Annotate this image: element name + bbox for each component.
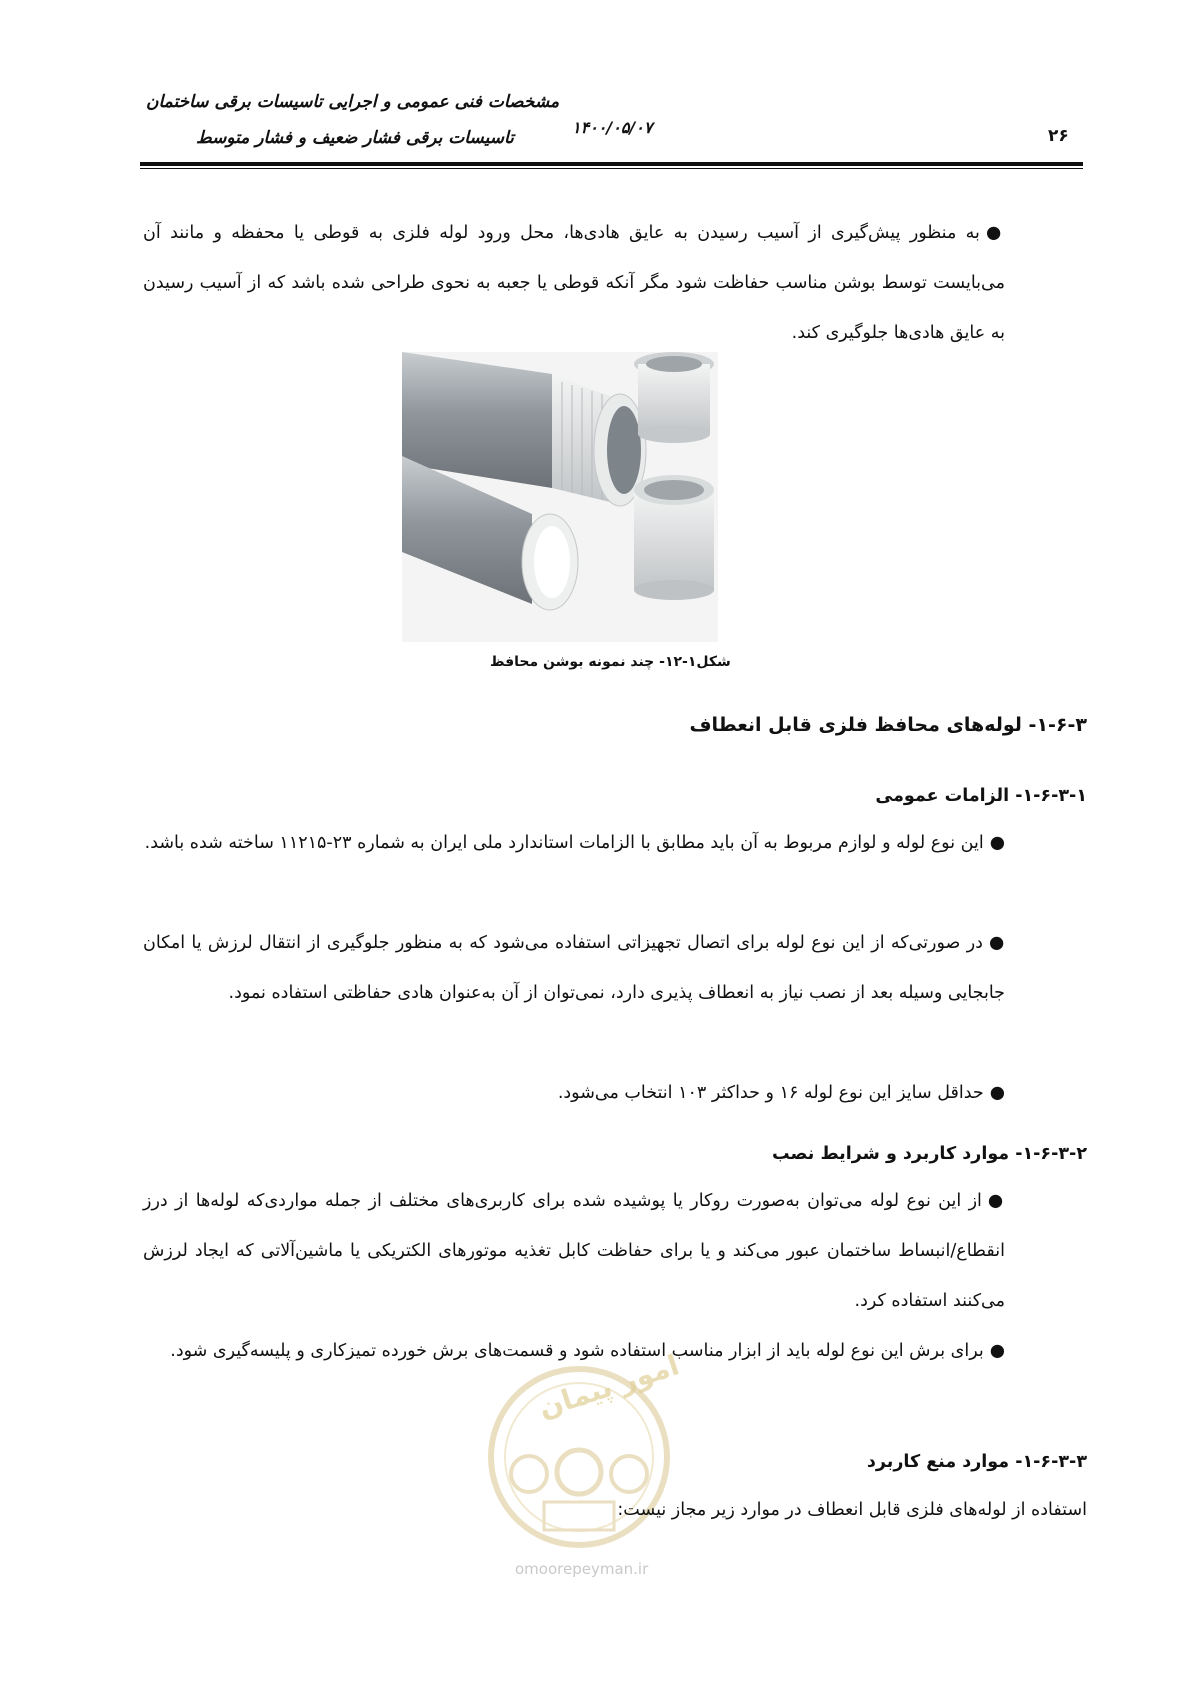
subsection-2-heading: ۱-۶-۳-۲- موارد کاربرد و شرایط نصب: [772, 1144, 1087, 1164]
sub1-bullet-1: [143, 818, 1005, 868]
bullet-icon: ●: [987, 1191, 1005, 1211]
section-heading: ۱-۶-۳- لوله‌های محافظ فلزی قابل انعطاف: [689, 714, 1087, 736]
header-rule-thick: [140, 162, 1083, 166]
header-rule-thin: [140, 168, 1083, 169]
bullet-icon: ●: [989, 833, 1005, 853]
sub1-bullet-1-text: این نوع لوله و لوازم مربوط به آن باید مطابق با الزامات استاندارد ملی ایران به شماره ۲۳-۱۱۲۱۵ ساخته شده باشد.: [144, 833, 984, 853]
sub2-bullet-1-text: از این نوع لوله می‌توان به‌صورت روکار یا پوشیده شده برای کاربری‌های مختلف از جمله مواردی‌که لوله‌ها از درز انقطاع/انبساط ساختمان عبور می‌کند و یا برای حفاظت کابل تغذیه موتورهای الکتریکی یا ماشین‌آلاتی که ایجاد لرزش می‌کنند استفاده کرد.: [143, 1191, 1005, 1311]
bullet-icon: ●: [989, 1341, 1005, 1361]
bullet-icon: ●: [985, 223, 1005, 243]
intro-paragraph: [143, 208, 1005, 358]
bullet-icon: ●: [988, 933, 1005, 953]
figure-pipes-image: [402, 352, 718, 642]
sub1-bullet-3-text: حداقل سایز این نوع لوله ۱۶ و حداکثر ۱۰۳ انتخاب می‌شود.: [557, 1083, 984, 1103]
page-number: ۲۶: [1048, 126, 1069, 146]
header-title-main: مشخصات فنی عمومی و اجرایی تاسیسات برقی ساختمان: [146, 92, 560, 112]
sub1-bullet-2-text: در صورتی‌که از این نوع لوله برای اتصال تجهیزاتی استفاده می‌شود که به منظور جلوگیری از انتقال لرزش یا امکان جابجایی وسیله بعد از نصب نیاز به انعطاف پذیری دارد، نمی‌توان از آن به‌عنوان هادی حفاظتی استفاده نمود.: [143, 933, 1005, 1003]
watermark-text: امور پیمان: [534, 1348, 684, 1425]
intro-text: به منظور پیش‌گیری از آسیب رسیدن به عایق هادی‌ها، محل ورود لوله فلزی به قوطی یا محفظه و مانند آن می‌بایست توسط بوشن مناسب حفاظت شود مگر آنکه قوطی یا جعبه به نحوی طراحی شده باشد که از آسیب رسیدن به عایق هادی‌ها جلوگیری کند.: [143, 223, 1005, 343]
bullet-icon: ●: [989, 1083, 1005, 1103]
sub2-bullet-1: [143, 1176, 1005, 1326]
figure-caption: شکل۱-۱۲- چند نمونه بوشن محافظ: [490, 654, 731, 670]
metal-pipes-with-bushings-illustration: [402, 352, 718, 642]
sub1-bullet-2: [143, 918, 1005, 1018]
subsection-1-heading: ۱-۶-۳-۱- الزامات عمومی: [875, 786, 1087, 806]
sub2-bullet-2-text: برای برش این نوع لوله باید از ابزار مناسب استفاده شود و قسمت‌های برش خورده تمیزکاری و پلیسه‌گیری شود.: [170, 1341, 984, 1361]
sub3-text: استفاده از لوله‌های فلزی قابل انعطاف در موارد زیر مجاز نیست:: [617, 1500, 1087, 1520]
sub1-bullet-3: [143, 1068, 1005, 1118]
header-date: ۱۴۰۰/۰۵/۰۷: [572, 118, 653, 137]
subsection-3-heading: ۱-۶-۳-۳- موارد منع کاربرد: [866, 1452, 1087, 1472]
header-title-sub: تاسیسات برقی فشار ضعیف و فشار متوسط: [196, 128, 514, 148]
watermark-url: omoorepeyman.ir: [515, 1560, 649, 1578]
